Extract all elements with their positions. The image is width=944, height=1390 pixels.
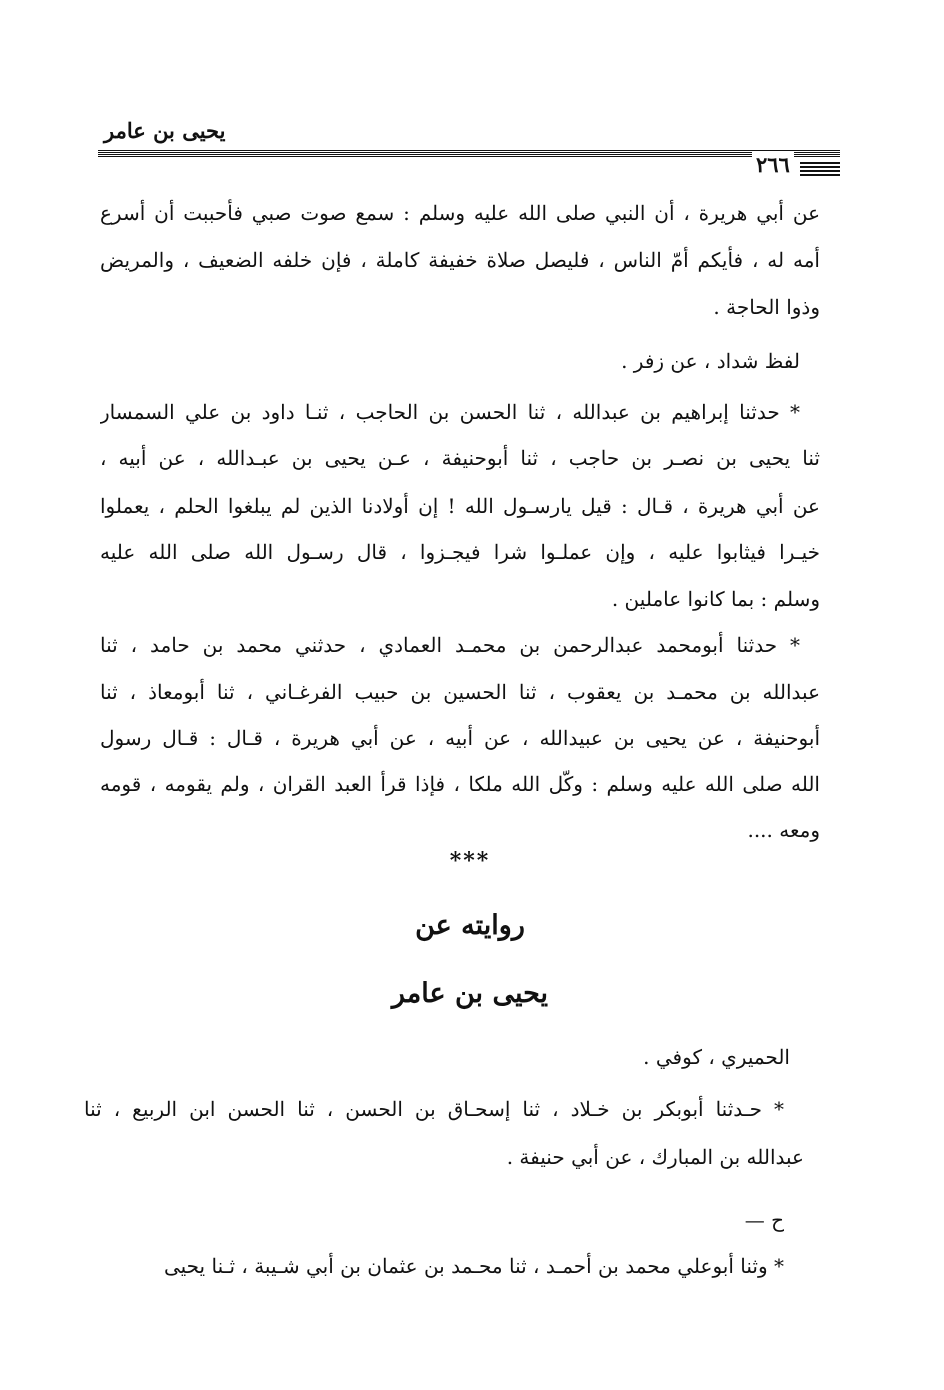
- text-line: خيـرا فيثابوا عليه ، وإن عملـوا شرا فيجـزوا ، قال رسـول الله صلى الله عليه: [100, 540, 820, 564]
- running-head: يحيى بن عامر: [104, 118, 226, 143]
- text-line: * وثنا أبوعلي محمد بن أحمـد ، ثنا محـمد بن عثمان بن أبي شـيبة ، ثـنا يحيى: [163, 1254, 784, 1278]
- text-line: وسلم : بما كانوا عاملين .: [611, 587, 820, 611]
- section-title-line2: يحيى بن عامر: [391, 978, 549, 1009]
- note-line: الحميري ، كوفي .: [643, 1045, 790, 1069]
- header-rule: [98, 150, 840, 157]
- section-separator: ***: [449, 848, 491, 874]
- text-line: الله صلى الله عليه وسلم : وكّل الله ملكا ، فإذا قرأ العبد القران ، ولم يقومه ، قومه: [100, 772, 820, 796]
- text-line: عن أبي هريرة ، أن النبي صلى الله عليه وسلم : سمع صوت صبي فأحببت أن أسرع: [100, 201, 820, 225]
- ha-transition-mark: ح —: [744, 1208, 784, 1232]
- text-line: أبوحنيفة ، عن يحيى بن عبيدالله ، عن أبيه ، عن أبي هريرة ، قـال : قـال رسول: [100, 726, 820, 750]
- text-line: * حـدثنا أبوبكر بن خـلاد ، ثنا إسحـاق بن الحسن ، ثنا الحسن ابن الربيع ، ثنا: [84, 1097, 784, 1121]
- text-line: ثنا يحيى بن نصـر بن حاجب ، ثنا أبوحنيفة ، عـن يحيى بن عبـدالله ، عن أبيه ،: [100, 446, 820, 470]
- note-line: لفظ شداد ، عن زفر .: [621, 349, 800, 373]
- text-line: عبدالله بن المبارك ، عن أبي حنيفة .: [506, 1145, 804, 1169]
- section-title-line1: روايته عن: [415, 910, 525, 941]
- text-line: * حدثنا أبومحمد عبدالرحمن بن محمـد العمادي ، حدثني محمد بن حامد ، ثنا: [100, 633, 800, 657]
- text-line: * حدثنا إبراهيم بن عبدالله ، ثنا الحسن بن الحاجب ، ثنـا داود بن علي السمسار: [100, 400, 800, 424]
- text-line: وذوا الحاجة .: [713, 295, 820, 319]
- text-line: أمه له ، فأيكم أمّ الناس ، فليصل صلاة خفيفة كاملة ، فإن خلفه الضعيف ، والمريض: [100, 248, 820, 272]
- page-number: ٢٦٦: [752, 152, 794, 177]
- page-number-ornament: [800, 162, 840, 176]
- text-line: ومعه ....: [747, 818, 820, 842]
- text-line: عن أبي هريرة ، قـال : قيل يارسـول الله ! إن أولادنا الذين لم يبلغوا الحلم ، يعملوا: [100, 494, 820, 518]
- text-line: عبدالله بن محمـد بن يعقوب ، ثنا الحسين بن حبيب الفرغـاني ، ثنا أبومعاذ ، ثنا: [100, 680, 820, 704]
